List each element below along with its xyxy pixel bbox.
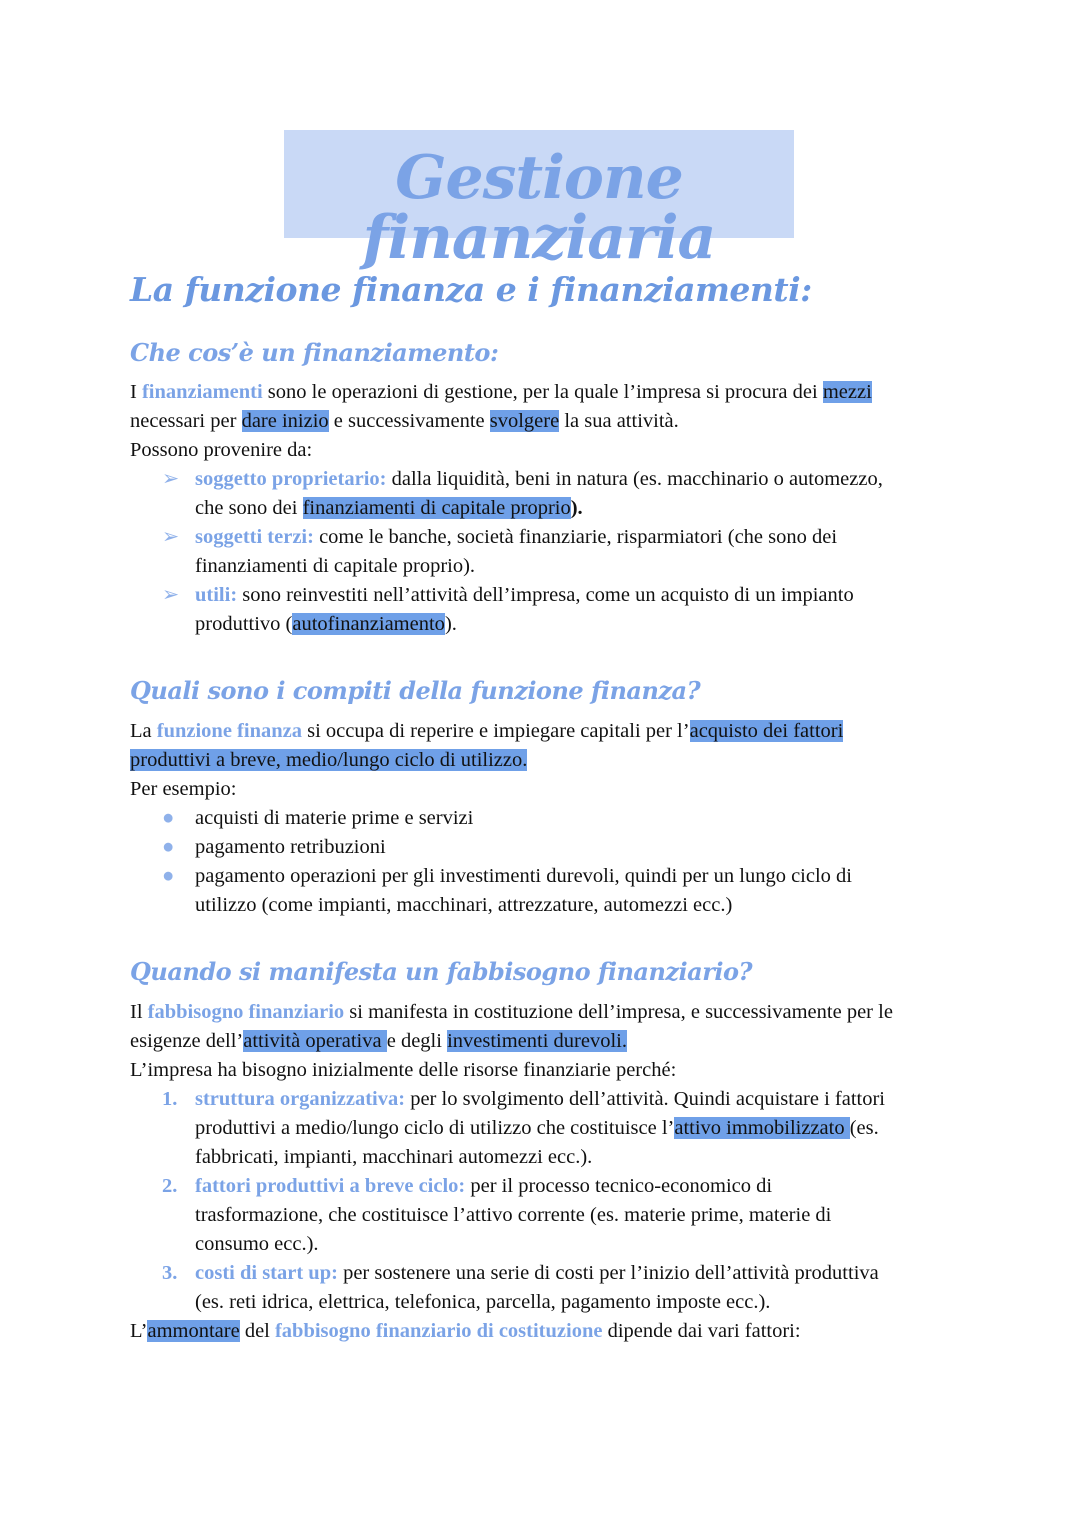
- page-title: Gestione finanziaria: [362, 143, 716, 273]
- heading-fabbisogno-finanziario: Quando si manifesta un fabbisogno finanziario?: [130, 957, 753, 986]
- heading-che-cose-finanziamento: Che cos’è un finanziamento:: [130, 338, 499, 367]
- text-line: Per esempio:: [130, 778, 237, 800]
- list-item: ● pagamento retribuzioni: [130, 833, 960, 862]
- text-line: L’impresa ha bisogno inizialmente delle risorse finanziarie perché:: [130, 1059, 677, 1081]
- text-line: Possono provenire da:: [130, 439, 313, 461]
- text-line: La funzione finanza si occupa di reperire e impiegare capitali per l’acquisto dei fattori: [130, 720, 844, 742]
- dot-bullet-icon: ●: [162, 836, 175, 858]
- arrow-bullet-icon: ➢: [162, 468, 180, 490]
- list-item: ➢ soggetto proprietario: dalla liquidità, beni in natura (es. macchinario o automezzo, che sono dei finanziamenti di capitale proprio).: [130, 465, 960, 523]
- dot-bullet-icon: ●: [162, 807, 175, 829]
- text-line: I finanziamenti sono le operazioni di gestione, per la quale l’impresa si procura dei mezzi: [130, 381, 872, 403]
- text-line: L’ammontare del fabbisogno finanziario di costituzione dipende dai vari fattori:: [130, 1320, 801, 1342]
- text-line: produttivi a breve, medio/lungo ciclo di utilizzo.: [130, 749, 528, 771]
- text-line: esigenze dell’attività operativa e degli investimenti durevoli.: [130, 1030, 627, 1052]
- dot-bullet-icon: ●: [162, 865, 175, 887]
- list-item: ➢ soggetti terzi: come le banche, società finanziarie, risparmiatori (che sono dei finanziamenti di capitale proprio).: [130, 523, 960, 581]
- paragraph-funzione-finanza: [130, 717, 960, 920]
- arrow-bullet-icon: ➢: [162, 584, 180, 606]
- text-line: Il fabbisogno finanziario si manifesta in costituzione dell’impresa, e successivamente per le: [130, 1001, 893, 1023]
- paragraph-fabbisogno: [130, 998, 960, 1346]
- heading-compiti-funzione-finanza: Quali sono i compiti della funzione finanza?: [130, 676, 701, 705]
- numbered-item: 3. costi di start up: per sostenere una serie di costi per l’inizio dell’attività produttiva (es. reti idrica, elettrica, telefonica, parcella, pagamento imposte ecc.).: [162, 1262, 879, 1313]
- list-item: ● pagamento operazioni per gli investimenti durevoli, quindi per un lungo ciclo di utilizzo (come impianti, macchinari, attrezzature, automezzi ecc.): [130, 862, 960, 920]
- list-item: ➢ utili: sono reinvestiti nell’attività dell’impresa, come un acquisto di un impianto produttivo (autofinanziamento).: [130, 581, 960, 639]
- text-line: necessari per dare inizio e successivamente svolgere la sua attività.: [130, 410, 679, 432]
- arrow-bullet-icon: ➢: [162, 526, 180, 548]
- section-heading: La funzione finanza e i finanziamenti:: [130, 270, 812, 309]
- numbered-item: 2. fattori produttivi a breve ciclo: per il processo tecnico-economico di trasformazione, che costituisce l’attivo corrente (es. materie prime, materie di consumo ecc.).: [162, 1175, 832, 1255]
- numbered-item: 1. struttura organizzativa: per lo svolgimento dell’attività. Quindi acquistare i fattori produttivi a medio/lungo ciclo di utilizzo che costituisce l’attivo immobilizzato (es. fabbricati, impianti, macchinari automezzi ecc.).: [162, 1088, 885, 1168]
- paragraph-finanziamento: [130, 378, 960, 639]
- list-item: ● acquisti di materie prime e servizi: [130, 804, 960, 833]
